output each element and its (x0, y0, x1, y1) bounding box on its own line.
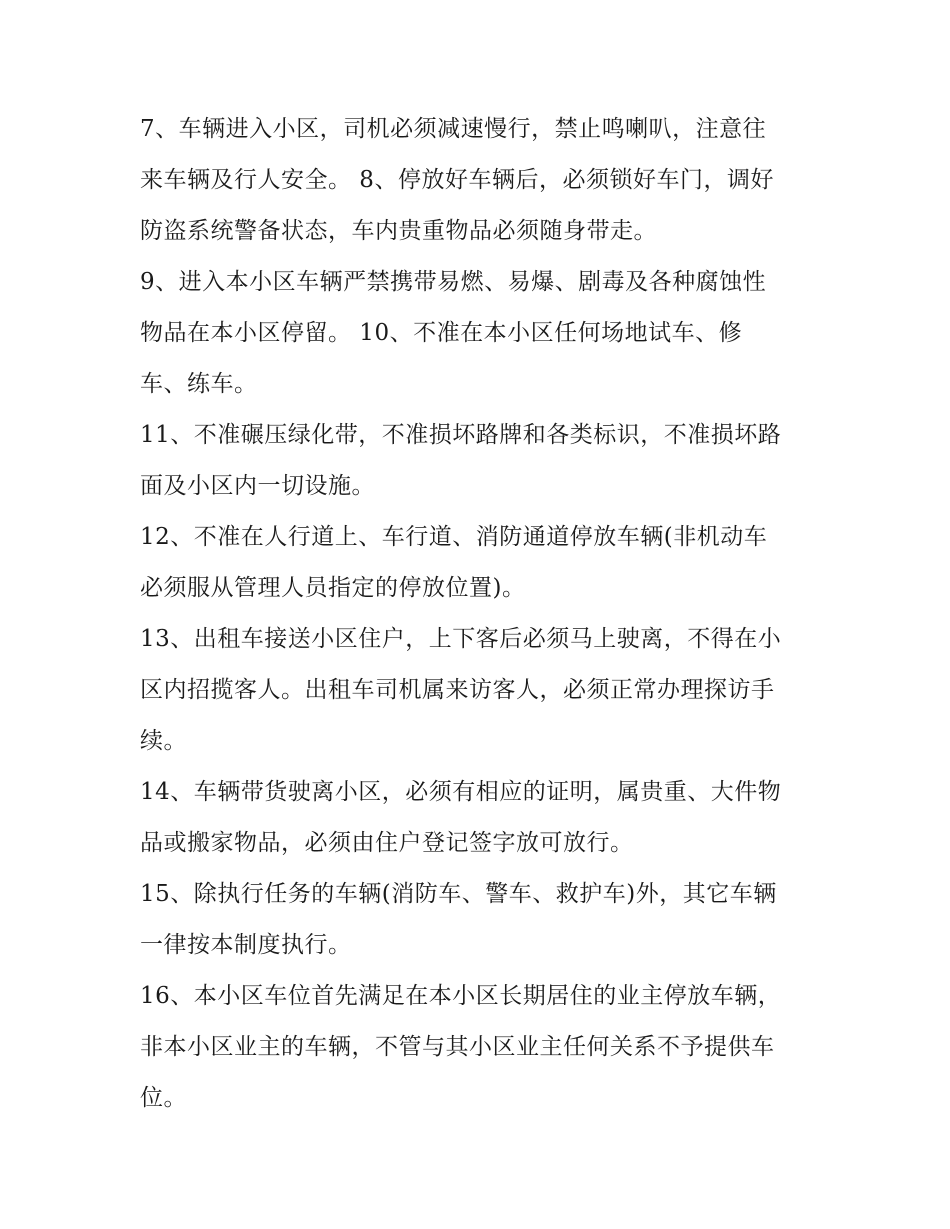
text-line: 7、车辆进入小区，司机必须减速慢行，禁止鸣喇叭，注意往 (140, 116, 767, 142)
text-line: 12、不准在人行道上、车行道、消防通道停放车辆(非机动车 (140, 524, 768, 550)
text-line: 9、进入本小区车辆严禁携带易燃、易爆、剧毒及各种腐蚀性 (140, 269, 767, 295)
text-line: 位。 (140, 1085, 187, 1111)
document-body (140, 104, 820, 1124)
text-line: 11、不准碾压绿化带，不准损坏路牌和各类标识，不准损坏路 (140, 422, 782, 448)
text-line: 面及小区内一切设施。 (140, 473, 375, 499)
text-line: 一律按本制度执行。 (140, 932, 352, 958)
text-line: 车、练车。 (140, 371, 258, 397)
text-line: 14、车辆带货驶离小区，必须有相应的证明，属贵重、大件物 (140, 779, 782, 805)
text-line: 13、出租车接送小区住户，上下客后必须马上驶离，不得在小 (140, 626, 782, 652)
text-line: 物品在本小区停留。 10、不准在本小区任何场地试车、修 (140, 320, 743, 346)
text-line: 来车辆及行人安全。 8、停放好车辆后，必须锁好车门，调好 (140, 167, 774, 193)
text-line: 品或搬家物品，必须由住户登记签字放可放行。 (140, 830, 634, 856)
text-line: 16、本小区车位首先满足在本小区长期居住的业主停放车辆， (140, 983, 782, 1009)
text-line: 续。 (140, 728, 187, 754)
text-line: 区内招揽客人。出租车司机属来访客人，必须正常办理探访手 (140, 677, 775, 703)
text-line: 必须服从管理人员指定的停放位置)。 (140, 575, 526, 601)
text-line: 非本小区业主的车辆，不管与其小区业主任何关系不予提供车 (140, 1034, 775, 1060)
text-line: 15、除执行任务的车辆(消防车、警车、救护车)外，其它车辆 (140, 881, 777, 907)
text-line: 防盗系统警备状态，车内贵重物品必须随身带走。 (140, 218, 657, 244)
